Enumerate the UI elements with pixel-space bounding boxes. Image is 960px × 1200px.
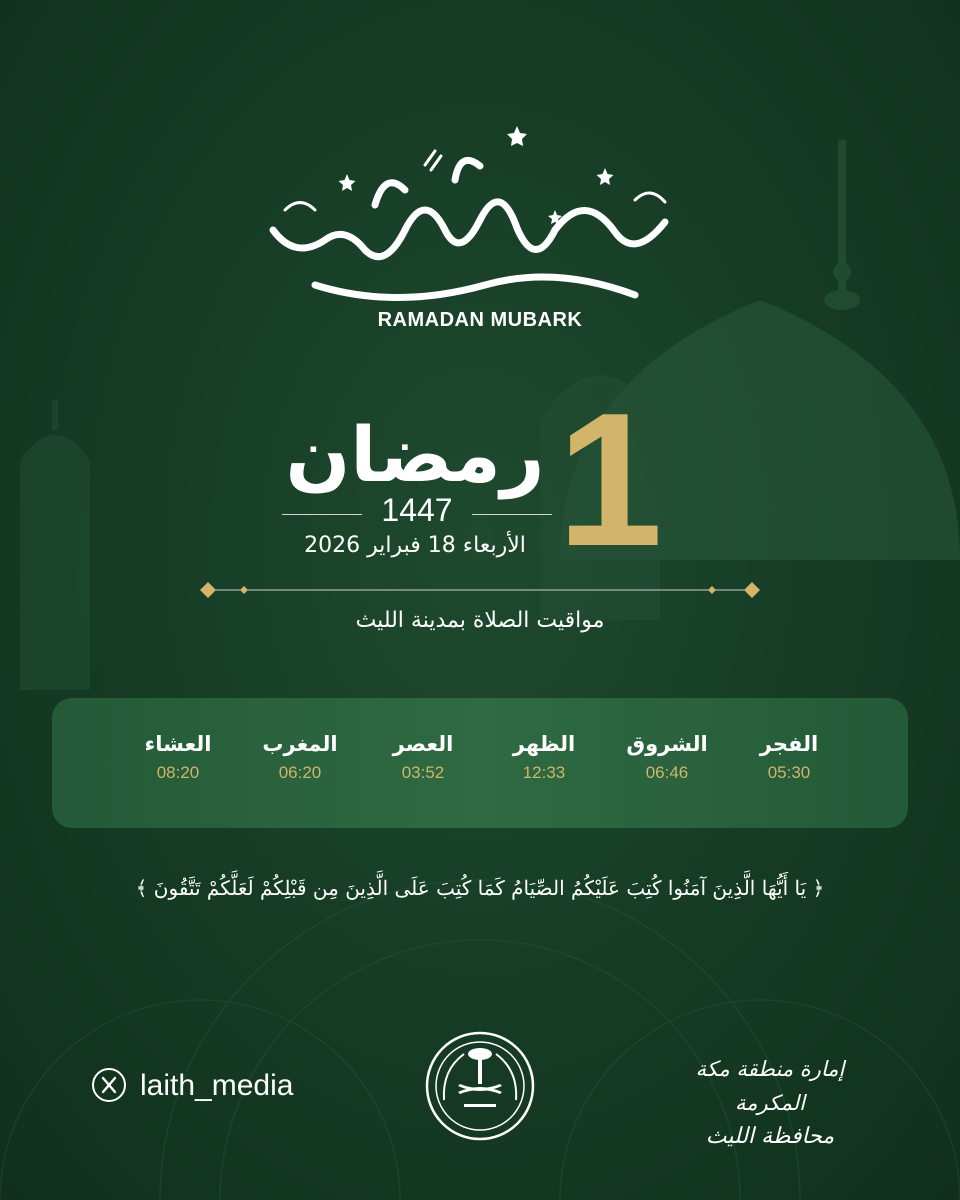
prayer-asr — [363, 728, 483, 786]
prayer-fajr — [729, 728, 849, 786]
prayer-time: 08:20 — [156, 763, 200, 782]
prayer-times-panel — [52, 698, 908, 828]
hijri-year: 1447 — [381, 492, 453, 528]
prayer-times-city: مواقيت الصلاة بمدينة الليث — [355, 608, 605, 633]
hijri-year-row — [282, 490, 552, 530]
prayer-time: 06:20 — [278, 763, 322, 782]
governorate-logo — [660, 1052, 880, 1154]
prayer-name: الفجر — [759, 732, 819, 756]
prayer-time: 05:30 — [767, 763, 811, 782]
prayer-name: العشاء — [144, 732, 212, 756]
prayer-shuruq — [607, 728, 727, 786]
prayer-name: العصر — [392, 732, 454, 756]
year-rule-right — [472, 514, 552, 515]
quran-verse: ﴿ يَا أَيُّهَا الَّذِينَ آمَنُوا كُتِبَ عَلَيْكُمُ الصِّيَامُ كَمَا كُتِبَ عَلَى الَّذِينَ مِن قَبْلِكُمْ لَعَلَّكُمْ تَتَّقُونَ ﴾ — [135, 876, 825, 900]
prayer-time: 03:52 — [401, 763, 445, 782]
prayer-time: 06:46 — [645, 763, 689, 782]
logo-line-governorate: محافظة الليث — [705, 1124, 835, 1149]
prayer-isha — [118, 728, 238, 786]
hijri-month-name: رمضان — [285, 410, 545, 499]
prayer-maghrib — [240, 728, 360, 786]
prayer-name: المغرب — [262, 732, 338, 756]
crescent-moon-icon — [803, 32, 865, 156]
saudi-emblem-icon — [424, 1030, 536, 1142]
gregorian-date: الأربعاء 18 فبراير 2026 — [304, 533, 526, 558]
ramadan-mubark-title: RAMADAN MUBARK — [377, 309, 583, 331]
prayer-time: 12:33 — [522, 763, 566, 782]
prayer-name: الظهر — [512, 732, 576, 756]
ramadan-mubarak-calligraphy — [255, 110, 685, 320]
prayer-dhuhr — [484, 728, 604, 786]
hijri-day-number: 1 — [557, 374, 663, 586]
prayer-name: الشروق — [626, 732, 708, 756]
logo-line-region: إمارة منطقة مكة المكرمة — [695, 1057, 845, 1115]
social-handle: laith_media — [140, 1069, 294, 1102]
ornament-divider — [196, 578, 764, 602]
x-logo-icon — [92, 1068, 126, 1102]
